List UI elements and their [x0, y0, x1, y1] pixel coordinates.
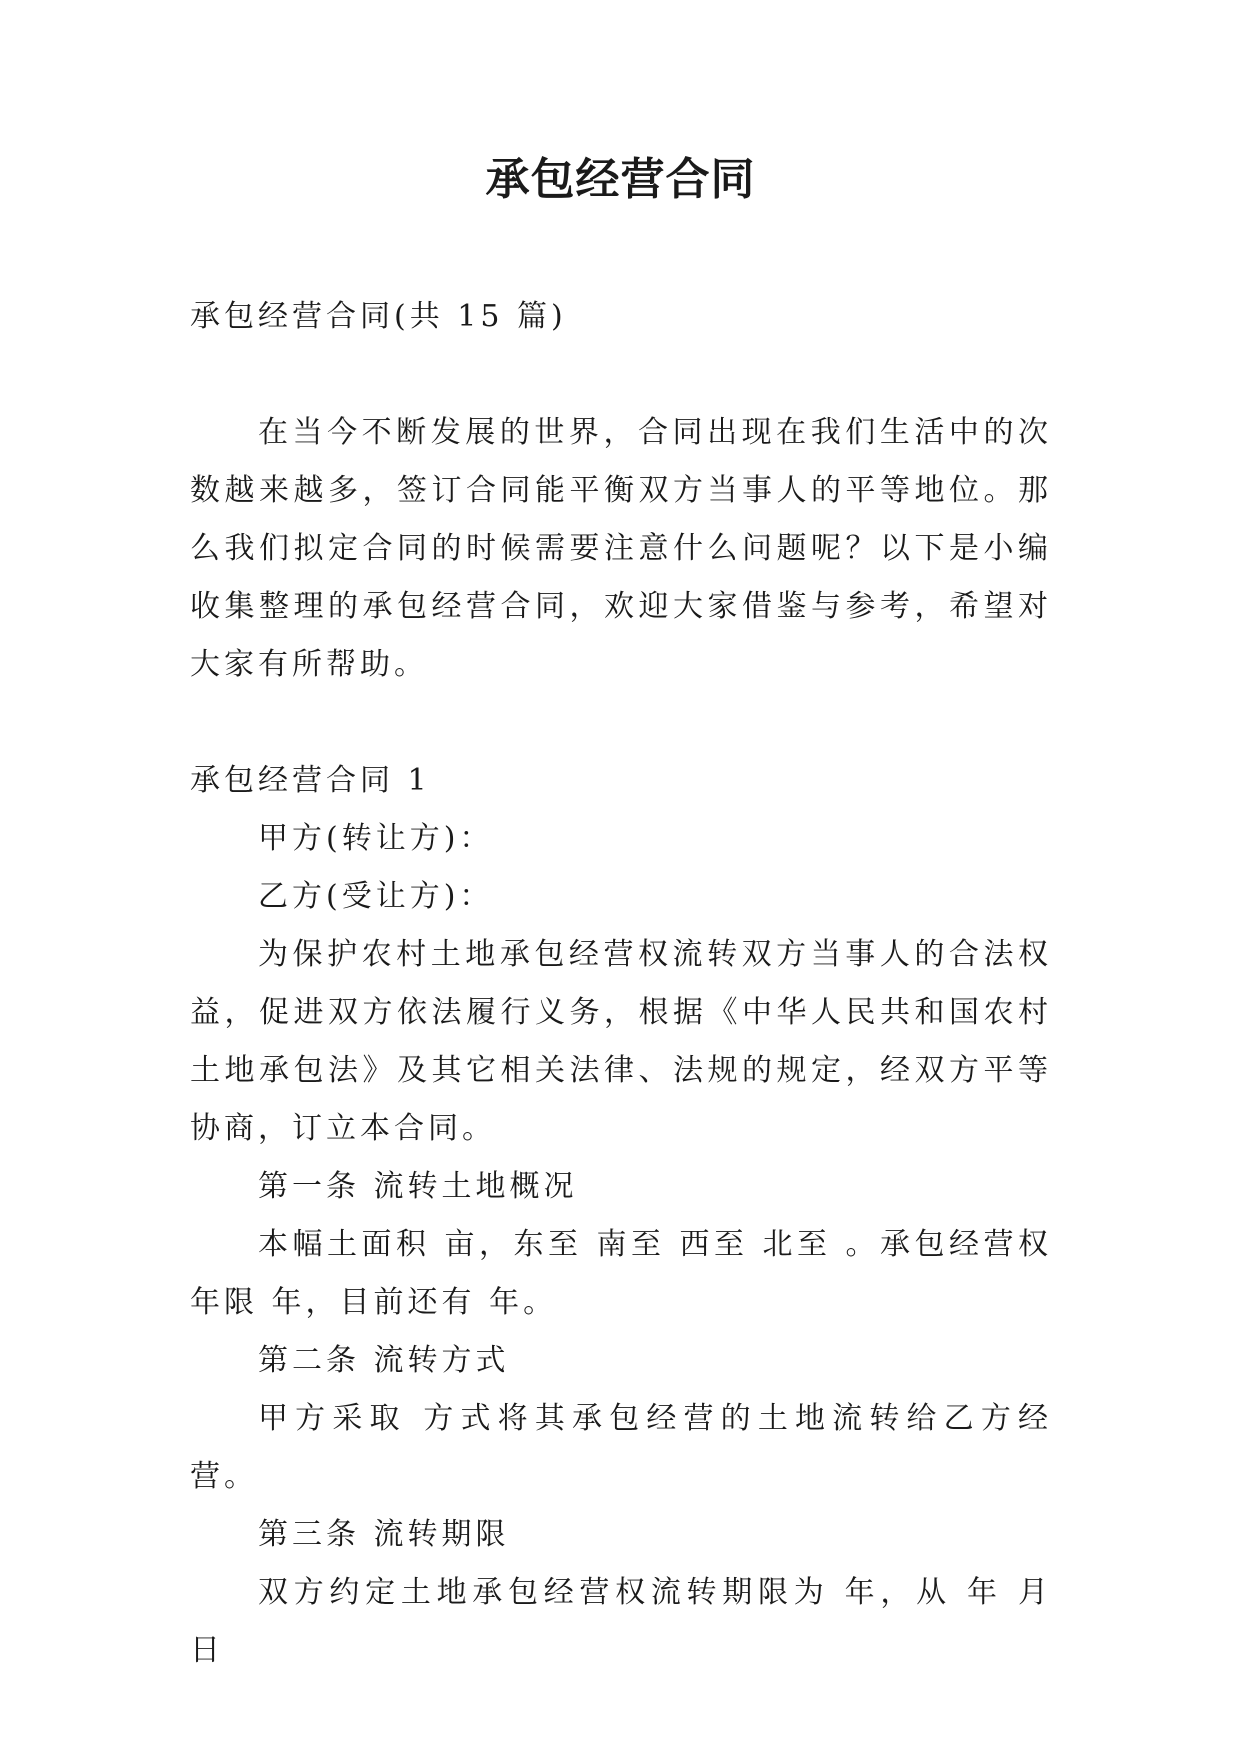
document-title: 承包经营合同 — [485, 154, 756, 205]
article-1-heading: 第一条 流转土地概况 — [258, 1169, 578, 1204]
intro-paragraph: 在当今不断发展的世界，合同出现在我们生活中的次数越来越多，签订合同能平衡双方当事人的平等地位。那么我们拟定合同的时候需要注意什么问题呢？以下是小编收集整理的承包经营合同，欢迎大家借鉴与参考，希望对大家有所帮助。 — [190, 415, 1052, 682]
article-3-heading: 第三条 流转期限 — [258, 1517, 510, 1552]
party-b-line: 乙方(受让方)： — [258, 879, 494, 914]
document-subtitle: 承包经营合同(共 15 篇) — [190, 299, 567, 334]
article-3-body: 双方约定土地承包经营权流转期限为 年，从 年 月 日 — [190, 1575, 1052, 1668]
article-1-body: 本幅土面积 亩，东至 南至 西至 北至 。承包经营权年限 年，目前还有 年。 — [190, 1227, 1052, 1320]
document-body — [190, 288, 1052, 1680]
preamble-paragraph: 为保护农村土地承包经营权流转双方当事人的合法权益，促进双方依法履行义务，根据《中华人民共和国农村土地承包法》及其它相关法律、法规的规定，经双方平等协商，订立本合同。 — [190, 937, 1052, 1146]
section-heading: 承包经营合同 1 — [190, 763, 431, 798]
party-a-line: 甲方(转让方)： — [258, 821, 494, 856]
article-2-heading: 第二条 流转方式 — [258, 1343, 510, 1378]
article-2-body: 甲方采取 方式将其承包经营的土地流转给乙方经营。 — [190, 1401, 1052, 1494]
